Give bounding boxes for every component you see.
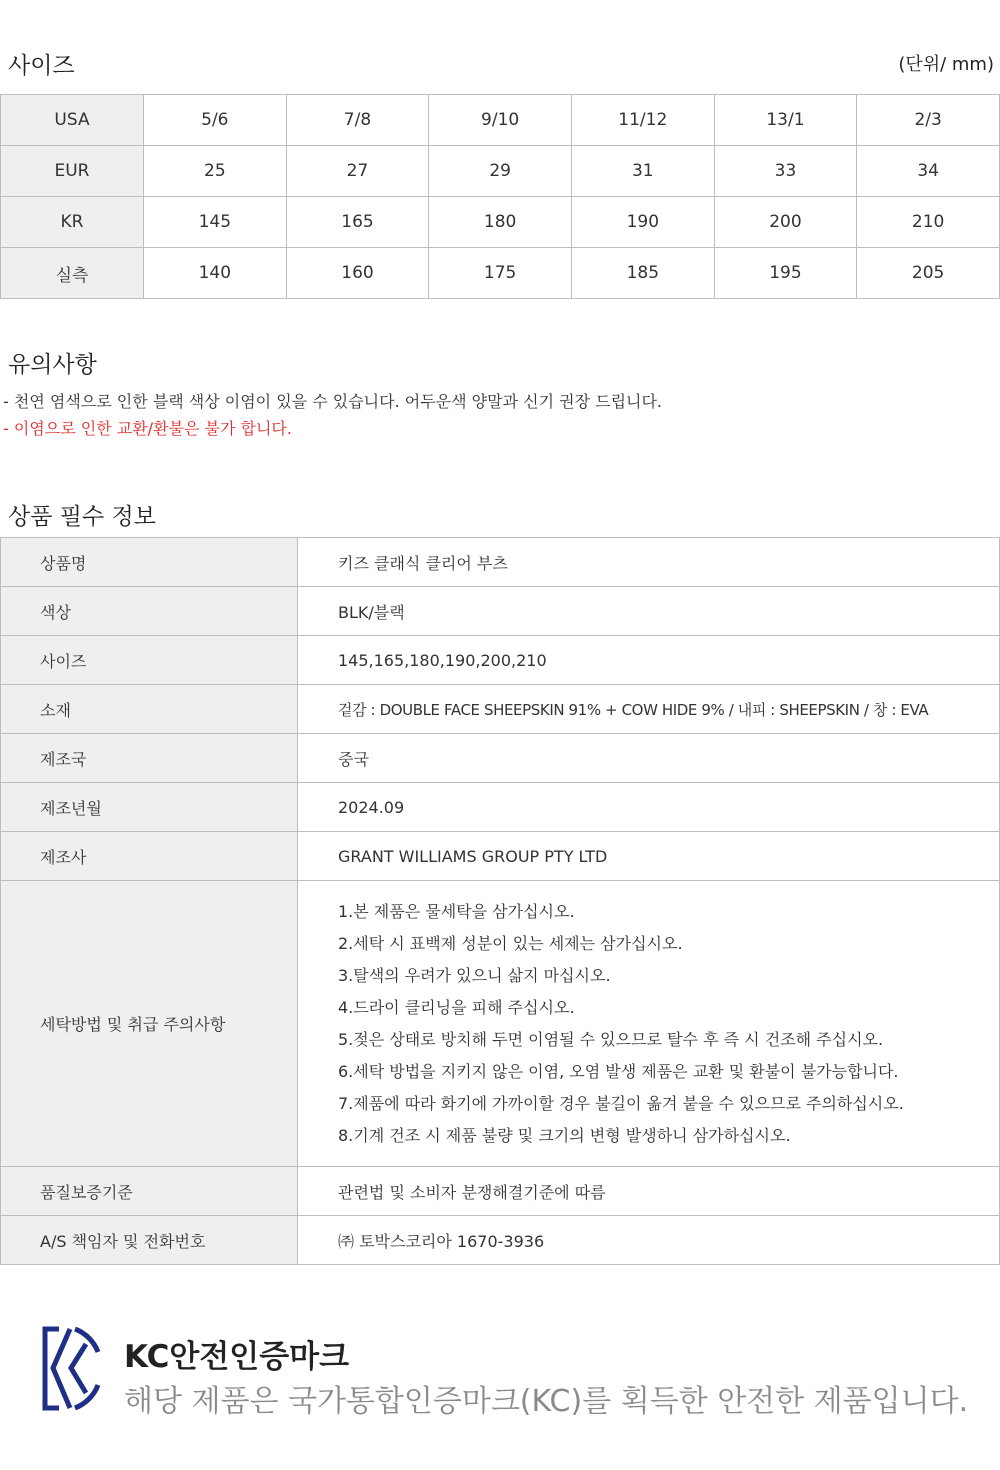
- size-cell: 9/10: [429, 95, 572, 146]
- size-cell: 195: [714, 248, 857, 299]
- size-row-label: 실측: [1, 248, 144, 299]
- size-cell: 180: [429, 197, 572, 248]
- kc-description: 해당 제품은 국가통합인증마크(KC)를 획득한 안전한 제품입니다.: [124, 1384, 969, 1419]
- care-item: 7.제품에 따라 화기에 가까이할 경우 불길이 옮겨 붙을 수 있으므로 주의하십시오.: [338, 1093, 904, 1113]
- care-item: 2.세탁 시 표백제 성분이 있는 세제는 삼가십시오.: [338, 933, 683, 953]
- product-info-table: [0, 537, 1000, 1265]
- info-row: [1, 1216, 1000, 1265]
- care-instructions: [298, 881, 1000, 1167]
- info-row: [1, 832, 1000, 881]
- info-row: [1, 1167, 1000, 1216]
- info-label: A/S 책임자 및 전화번호: [1, 1216, 298, 1265]
- info-row: [1, 734, 1000, 783]
- size-cell: 29: [429, 146, 572, 197]
- size-cell: 145: [144, 197, 287, 248]
- size-row-kr: [1, 197, 1000, 248]
- care-item: 8.기계 건조 시 제품 불량 및 크기의 변형 발생하니 삼가하십시오.: [338, 1125, 791, 1145]
- size-cell: 31: [571, 146, 714, 197]
- info-label: 상품명: [1, 538, 298, 587]
- info-label: 제조년월: [1, 783, 298, 832]
- size-cell: 7/8: [286, 95, 429, 146]
- size-cell: 2/3: [857, 95, 1000, 146]
- care-item: 6.세탁 방법을 지키지 않은 이염, 오염 발생 제품은 교환 및 환불이 불가능합니다.: [338, 1061, 899, 1081]
- care-item: 4.드라이 클리닝을 피해 주십시오.: [338, 997, 575, 1017]
- size-row-label: KR: [1, 197, 144, 248]
- care-list: [338, 896, 999, 1152]
- size-section-title: 사이즈: [8, 53, 75, 79]
- info-value: BLK/블랙: [298, 587, 1000, 636]
- info-value: 키즈 클래식 클리어 부츠: [298, 538, 1000, 587]
- notice-line: - 천연 염색으로 인한 블랙 색상 이염이 있을 수 있습니다. 어두운색 양말과 신기 권장 드립니다.: [3, 392, 663, 411]
- notice-list: [3, 388, 662, 442]
- size-cell: 200: [714, 197, 857, 248]
- size-cell: 140: [144, 248, 287, 299]
- info-row: [1, 636, 1000, 685]
- size-row-eur: [1, 146, 1000, 197]
- kc-title: KC안전인증마크: [124, 1339, 350, 1375]
- size-row-label: EUR: [1, 146, 144, 197]
- size-table: [0, 94, 1000, 299]
- kc-mark-icon: [41, 1326, 101, 1411]
- info-row: [1, 783, 1000, 832]
- care-item: 1.본 제품은 물세탁을 삼가십시오.: [338, 901, 575, 921]
- info-label: 색상: [1, 587, 298, 636]
- care-item: 5.젖은 상태로 방치해 두면 이염될 수 있으므로 탈수 후 즉 시 건조해 주십시오.: [338, 1029, 884, 1049]
- notice-warning-line: - 이염으로 인한 교환/환불은 불가 합니다.: [3, 419, 292, 438]
- info-label: 품질보증기준: [1, 1167, 298, 1216]
- size-cell: 25: [144, 146, 287, 197]
- notice-title: 유의사항: [8, 352, 97, 378]
- size-cell: 175: [429, 248, 572, 299]
- info-value: 2024.09: [298, 783, 1000, 832]
- size-cell: 5/6: [144, 95, 287, 146]
- info-value: 관련법 및 소비자 분쟁해결기준에 따름: [298, 1167, 1000, 1216]
- size-cell: 205: [857, 248, 1000, 299]
- info-label: 세탁방법 및 취급 주의사항: [1, 881, 298, 1167]
- size-cell: 185: [571, 248, 714, 299]
- info-label: 제조국: [1, 734, 298, 783]
- size-cell: 34: [857, 146, 1000, 197]
- info-value: GRANT WILLIAMS GROUP PTY LTD: [298, 832, 1000, 881]
- info-row: [1, 685, 1000, 734]
- size-cell: 160: [286, 248, 429, 299]
- size-cell: 11/12: [571, 95, 714, 146]
- info-row: [1, 587, 1000, 636]
- info-value: 중국: [298, 734, 1000, 783]
- info-value: ㈜ 토박스코리아 1670-3936: [298, 1216, 1000, 1265]
- info-value: 겉감 : DOUBLE FACE SHEEPSKIN 91% + COW HIDE 9% / 내피 : SHEEPSKIN / 창 : EVA: [298, 685, 1000, 734]
- size-cell: 13/1: [714, 95, 857, 146]
- info-label: 제조사: [1, 832, 298, 881]
- size-cell: 210: [857, 197, 1000, 248]
- info-row-care: [1, 881, 1000, 1167]
- size-cell: 190: [571, 197, 714, 248]
- size-row-actual: [1, 248, 1000, 299]
- info-label: 사이즈: [1, 636, 298, 685]
- size-cell: 33: [714, 146, 857, 197]
- info-value: 145,165,180,190,200,210: [298, 636, 1000, 685]
- info-row: [1, 538, 1000, 587]
- size-cell: 27: [286, 146, 429, 197]
- care-item: 3.탈색의 우려가 있으니 삶지 마십시오.: [338, 965, 611, 985]
- size-cell: 165: [286, 197, 429, 248]
- product-info-title: 상품 필수 정보: [8, 504, 156, 530]
- size-unit-label: (단위/ mm): [898, 54, 994, 75]
- info-label: 소재: [1, 685, 298, 734]
- size-row-label: USA: [1, 95, 144, 146]
- size-row-usa: [1, 95, 1000, 146]
